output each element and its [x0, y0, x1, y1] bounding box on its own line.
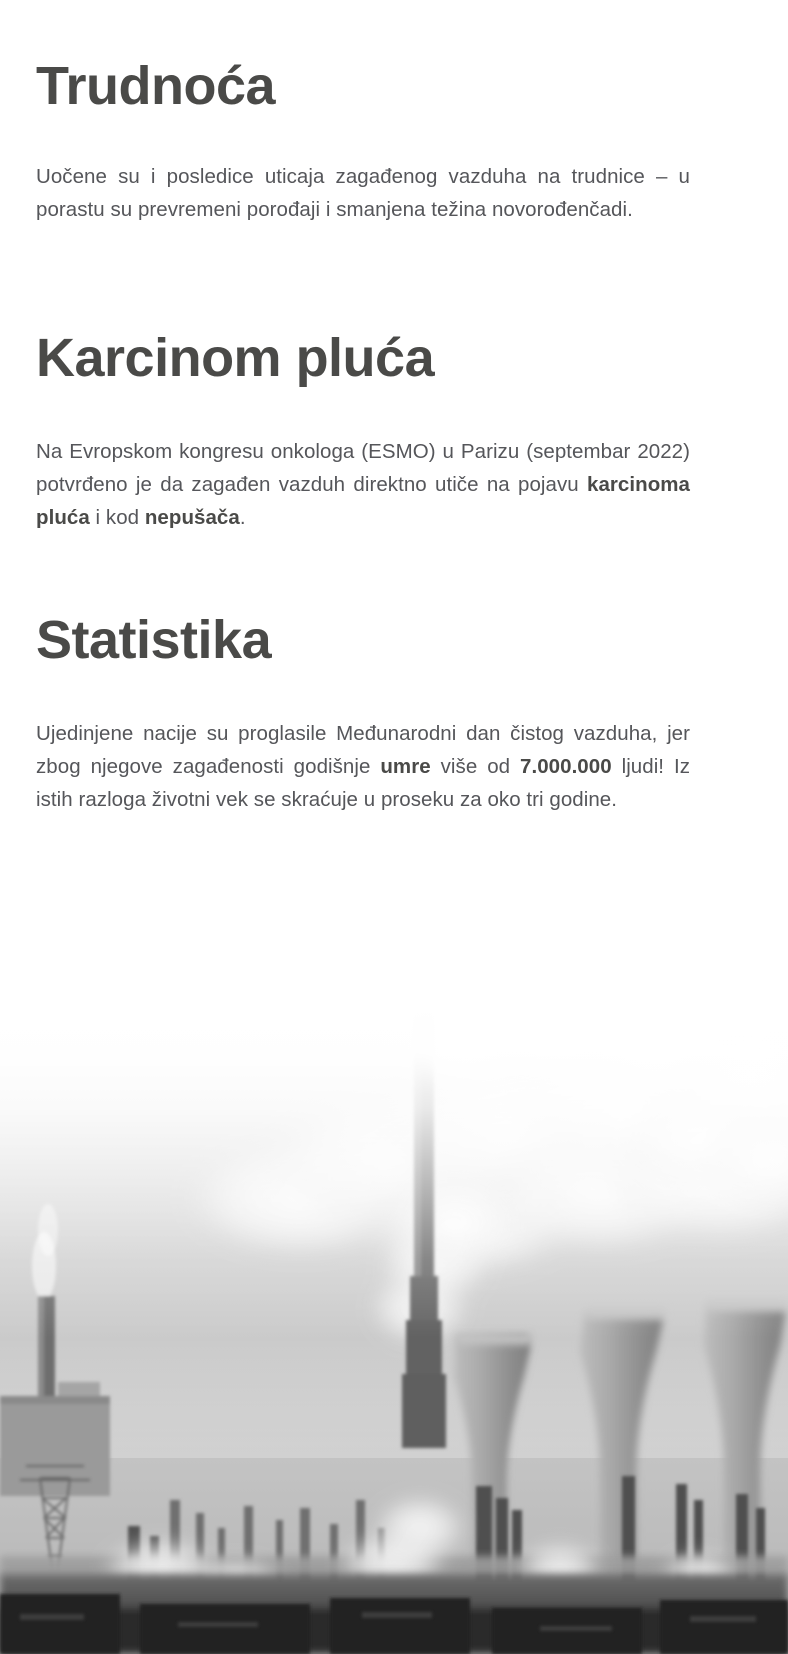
- emphasized-text: umre: [380, 754, 431, 778]
- emphasized-text: karcinoma pluća: [36, 472, 690, 529]
- section-body-trudnoca: Uočene su i posledice uticaja zagađenog vazduha na trudnice – u porastu su prevremeni porođaji i smanjena težina novorođenčadi.: [36, 164, 690, 221]
- section-trudnoca: [0, 0, 788, 226]
- section-heading-trudnoca: Trudnoća: [36, 56, 276, 116]
- section-heading-statistika: Statistika: [36, 610, 272, 670]
- section-statistika: [0, 612, 788, 816]
- industrial-pollution-photo: [0, 1008, 788, 1654]
- section-body-statistika: Ujedinjene nacije su proglasile Međunarodni dan čistog vazduha, jer zbog njegove zagađenosti godišnje umre više od 7.000.000 ljudi! Iz istih razloga životni vek se skraćuje u proseku za oko tri godine.: [36, 721, 691, 811]
- section-heading-karcinom-pluca: Karcinom pluća: [36, 328, 435, 388]
- section-body-karcinom-pluca: Na Evropskom kongresu onkologa (ESMO) u Parizu (septembar 2022) potvrđeno je da zagađen vazduh direktno utiče na pojavu karcinoma pluća i kod nepušača.: [36, 439, 690, 529]
- emphasized-text: nepušača: [144, 505, 240, 529]
- emphasized-text: 7.000.000: [520, 754, 612, 778]
- photo-artwork: [0, 1008, 788, 1654]
- section-karcinom-pluca: [0, 330, 788, 534]
